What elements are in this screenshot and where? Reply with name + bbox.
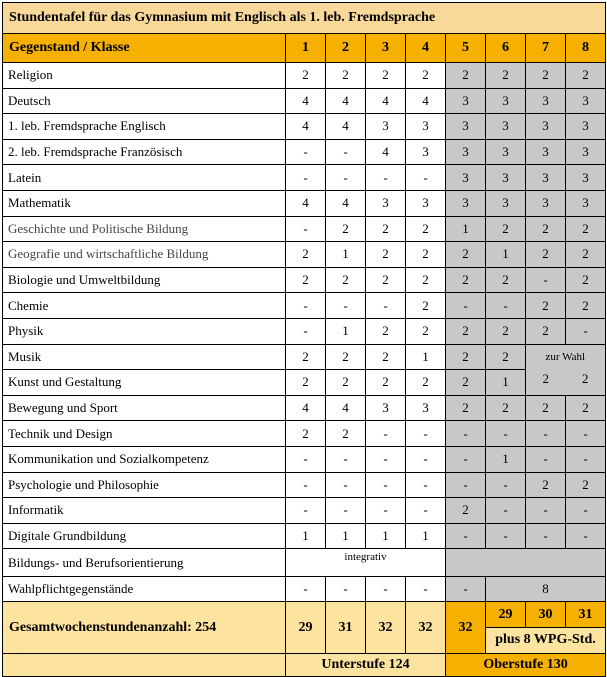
subject-name: Geografie und wirtschaftliche Bildung [3,242,286,268]
hours-cell: 2 [486,344,526,370]
total-hours: 30 [526,602,566,628]
hours-cell: 3 [526,165,566,191]
hours-cell: - [286,318,326,344]
hours-cell: 1 [486,370,526,396]
hours-cell: 2 [326,370,366,396]
header-class-8: 8 [566,34,606,63]
hours-cell: 2 [566,395,606,421]
hours-cell: - [366,472,406,498]
hours-cell: - [566,523,606,549]
hours-cell: 3 [446,88,486,114]
hours-cell: 2 [326,421,366,447]
table-title: Stundentafel für das Gymnasium mit Englisch als 1. leb. Fremdsprache [3,3,606,34]
total-hours: 32 [446,602,486,653]
blank-cell [446,549,606,577]
header-class-3: 3 [366,34,406,63]
hours-cell: 2 [566,216,606,242]
hours-cell: 1 [326,523,366,549]
header-class-6: 6 [486,34,526,63]
hours-cell: 2 [366,318,406,344]
hours-cell: - [486,523,526,549]
hours-cell: 2 [446,395,486,421]
hours-cell: - [526,498,566,524]
hours-cell: 2 [286,63,326,89]
hours-cell: 3 [366,114,406,140]
hours-cell: 2 [446,498,486,524]
hours-cell: - [406,472,446,498]
hours-cell: 4 [326,114,366,140]
hours-cell: - [446,523,486,549]
table-row [3,114,606,140]
stage-row [3,653,606,676]
hours-cell: 2 [326,63,366,89]
total-hours: 32 [366,602,406,653]
hours-cell: - [286,165,326,191]
integrativ-cell: integrativ [286,549,446,577]
table-row [3,318,606,344]
hours-cell: 1 [446,216,486,242]
hours-cell: 2 [486,267,526,293]
hours-cell: 2 [366,267,406,293]
hours-cell: 2 [566,242,606,268]
hours-cell: 3 [486,165,526,191]
table-row [3,216,606,242]
hours-cell: - [286,472,326,498]
subject-name: Chemie [3,293,286,319]
subject-name: Kommunikation und Sozialkompetenz [3,446,286,472]
table-row [3,446,606,472]
total-hours: 32 [406,602,446,653]
hours-cell: 2 [286,242,326,268]
total-hours: 29 [486,602,526,628]
subject-name: Bewegung und Sport [3,395,286,421]
hours-cell: 2 [366,63,406,89]
table-row [3,88,606,114]
wahl-label: zur Wahl [545,350,586,363]
hours-cell: - [326,139,366,165]
stage-spacer [3,653,286,676]
subject-name: Psychologie und Philosophie [3,472,286,498]
hours-cell: 3 [566,190,606,216]
hours-cell: - [366,421,406,447]
subject-name: Latein [3,165,286,191]
oberstufe-total: Oberstufe 130 [446,653,606,676]
timetable [2,2,606,677]
subject-name: Informatik [3,498,286,524]
hours-cell: - [326,293,366,319]
subject-name: Mathematik [3,190,286,216]
header-class-5: 5 [446,34,486,63]
hours-cell: - [406,498,446,524]
hours-cell: 4 [286,190,326,216]
hours-cell: 3 [566,88,606,114]
hours-cell: 1 [366,523,406,549]
hours-cell: 2 [406,293,446,319]
hours-cell: 3 [566,114,606,140]
hours-cell: 3 [446,139,486,165]
table-row [3,165,606,191]
hours-cell: 4 [286,114,326,140]
subject-name: Bildungs- und Berufsorientierung [3,549,286,577]
hours-cell: 2 [486,63,526,89]
hours-cell: - [446,421,486,447]
table-row [3,472,606,498]
hours-cell: 2 [366,216,406,242]
hours-cell: - [406,165,446,191]
hours-cell: 3 [406,395,446,421]
hours-cell: - [486,498,526,524]
header-class-2: 2 [326,34,366,63]
hours-cell: 3 [566,139,606,165]
hours-cell: 1 [406,523,446,549]
totals-row [3,602,606,628]
hours-cell: 2 [286,267,326,293]
subject-name: Biologie und Umweltbildung [3,267,286,293]
hours-cell: 2 [286,344,326,370]
hours-cell: 4 [286,395,326,421]
hours-cell: 3 [366,395,406,421]
total-hours: 31 [566,602,606,628]
subject-name: Deutsch [3,88,286,114]
hours-cell: - [326,498,366,524]
wpg-hours: 8 [486,576,606,602]
hours-cell: 4 [286,88,326,114]
hours-cell: 2 [366,370,406,396]
hours-cell: - [326,472,366,498]
hours-cell: - [366,165,406,191]
table-row [3,190,606,216]
hours-cell: - [326,165,366,191]
hours-cell: 3 [486,139,526,165]
hours-cell: 2 [406,63,446,89]
hours-cell: 2 [406,370,446,396]
hours-cell: - [286,576,326,602]
hours-cell: - [366,498,406,524]
hours-cell: 3 [526,139,566,165]
subject-name: Religion [3,63,286,89]
hours-cell: - [326,446,366,472]
hours-cell: - [526,267,566,293]
hours-cell: - [446,576,486,602]
hours-cell: 2 [406,242,446,268]
hours-cell: 3 [486,190,526,216]
hours-cell: 2 [526,63,566,89]
hours-cell: 2 [286,370,326,396]
hours-cell: 2 [446,370,486,396]
hours-cell: - [446,446,486,472]
hours-cell: 2 [486,318,526,344]
hours-cell: 4 [326,395,366,421]
hours-cell: 2 [446,267,486,293]
hours-cell: 1 [486,242,526,268]
header-class-1: 1 [286,34,326,63]
hours-cell: 3 [526,114,566,140]
hours-cell: - [286,139,326,165]
total-hours: 29 [286,602,326,653]
hours-cell: 2 [286,421,326,447]
hours-cell: 2 [446,318,486,344]
hours-cell: 2 [566,472,606,498]
hours-cell: 2 [446,63,486,89]
hours-cell: - [326,576,366,602]
hours-cell: - [286,446,326,472]
hours-cell: - [526,523,566,549]
hours-cell: 1 [326,242,366,268]
hours-cell: 2 [326,216,366,242]
hours-cell: 2 [446,344,486,370]
hours-cell: 4 [406,88,446,114]
table-row [3,139,606,165]
table-row [3,63,606,89]
wahl-hours-7: 2 [542,370,549,386]
hours-cell: 3 [486,88,526,114]
hours-cell: 3 [366,190,406,216]
hours-cell: - [526,421,566,447]
hours-cell: - [446,472,486,498]
hours-cell: 2 [526,293,566,319]
hours-cell: 3 [406,114,446,140]
hours-cell: 3 [406,139,446,165]
subject-name: 1. leb. Fremdsprache Englisch [3,114,286,140]
hours-cell: 2 [526,318,566,344]
subject-name: Wahlpflichtgegenstände [3,576,286,602]
hours-cell: - [486,293,526,319]
subject-name: Technik und Design [3,421,286,447]
wahl-cell [526,344,606,395]
hours-cell: 2 [406,267,446,293]
hours-cell: 2 [406,318,446,344]
hours-cell: 2 [526,216,566,242]
hours-cell: 3 [526,190,566,216]
hours-cell: 2 [526,395,566,421]
table-row [3,293,606,319]
table-row [3,498,606,524]
header-class-4: 4 [406,34,446,63]
subject-name: Kunst und Gestaltung [3,370,286,396]
hours-cell: 2 [326,267,366,293]
header-class-7: 7 [526,34,566,63]
hours-cell: 2 [526,472,566,498]
hours-cell: - [566,498,606,524]
hours-cell: - [486,421,526,447]
hours-cell: - [566,318,606,344]
hours-cell: - [286,216,326,242]
table-row [3,344,606,370]
hours-cell: 4 [326,190,366,216]
hours-cell: - [566,446,606,472]
hours-cell: 2 [566,293,606,319]
hours-cell: 3 [406,190,446,216]
table-row [3,267,606,293]
totals-label: Gesamtwochenstundenanzahl: 254 [3,602,286,653]
hours-cell: 3 [446,114,486,140]
hours-cell: 3 [486,114,526,140]
hours-cell: 2 [366,344,406,370]
hours-cell: - [446,293,486,319]
hours-cell: 2 [486,216,526,242]
table-row [3,421,606,447]
total-hours: 31 [326,602,366,653]
hours-cell: 3 [526,88,566,114]
hours-cell: 2 [366,242,406,268]
hours-cell: 1 [326,318,366,344]
hours-cell: 2 [526,242,566,268]
hours-cell: - [406,421,446,447]
hours-cell: - [486,472,526,498]
subject-name: Digitale Grundbildung [3,523,286,549]
hours-cell: - [286,293,326,319]
table-row [3,395,606,421]
hours-cell: - [366,446,406,472]
header-row [3,34,606,63]
hours-cell: 3 [566,165,606,191]
hours-cell: 2 [566,267,606,293]
hours-cell: - [406,446,446,472]
hours-cell: 2 [566,63,606,89]
hours-cell: 1 [286,523,326,549]
hours-cell: 4 [326,88,366,114]
hours-cell: - [366,576,406,602]
hours-cell: 3 [446,190,486,216]
hours-cell: 1 [486,446,526,472]
hours-cell: - [406,576,446,602]
hours-cell: - [526,446,566,472]
timetable-container [2,2,605,677]
unterstufe-total: Unterstufe 124 [286,653,446,676]
table-row [3,549,606,577]
header-subject: Gegenstand / Klasse [3,34,286,63]
hours-cell: 1 [406,344,446,370]
hours-cell: - [566,421,606,447]
table-row [3,370,606,396]
hours-cell: 2 [326,344,366,370]
hours-cell: 2 [486,395,526,421]
subject-name: Musik [3,344,286,370]
hours-cell: - [286,498,326,524]
subject-name: Physik [3,318,286,344]
hours-cell: 2 [406,216,446,242]
hours-cell: 4 [366,139,406,165]
wahl-hours-8: 2 [582,370,589,386]
table-row [3,242,606,268]
hours-cell: 4 [366,88,406,114]
hours-cell: 3 [446,165,486,191]
wpg-note: plus 8 WPG-Std. [486,628,606,654]
subject-name: Geschichte und Politische Bildung [3,216,286,242]
table-row [3,576,606,602]
hours-cell: 2 [446,242,486,268]
table-row [3,523,606,549]
subject-name: 2. leb. Fremdsprache Französisch [3,139,286,165]
hours-cell: - [366,293,406,319]
